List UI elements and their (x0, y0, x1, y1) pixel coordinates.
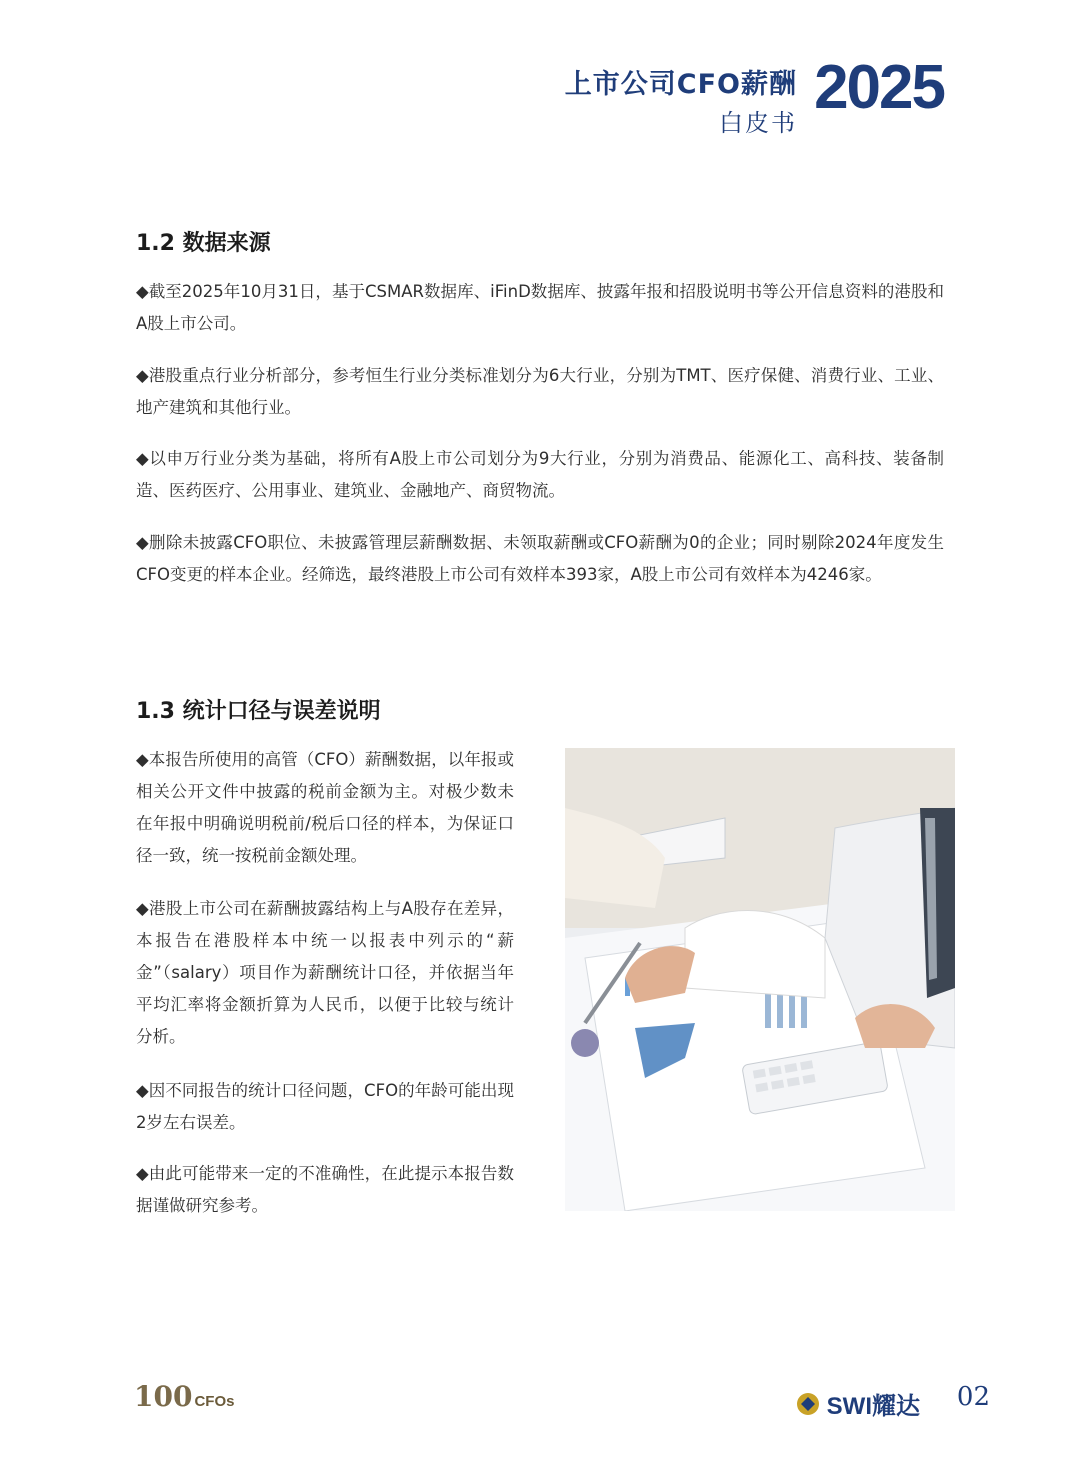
header-year: 2025 (814, 53, 944, 122)
header-title-line2: 白皮书 (719, 109, 797, 137)
logo-100-text: 100 (134, 1380, 193, 1413)
swi-emblem-icon (795, 1391, 821, 1417)
business-analysis-photo (565, 748, 955, 1211)
paragraph-statistics-1: ◆本报告所使用的高管（CFO）薪酬数据，以年报或相关公开文件中披露的税前金额为主。对极少数未在年报中明确说明税前/税后口径的样本，为保证口径一致，统一按税前金额处理。 (136, 750, 514, 865)
logo-cfos-text: CFOs (194, 1393, 235, 1410)
paragraph-data-source-4: ◆删除未披露CFO职位、未披露管理层薪酬数据、未领取薪酬或CFO薪酬为0的企业；同时剔除2024年度发生CFO变更的样本企业。经筛选，最终港股上市公司有效样本393家，A股上市公司有效样本为4246家。 (136, 533, 944, 584)
paragraph-statistics-3: ◆因不同报告的统计口径问题，CFO的年龄可能出现2岁左右误差。 (136, 1081, 514, 1132)
paragraph-statistics-4: ◆由此可能带来一定的不准确性，在此提示本报告数据谨做研究参考。 (136, 1164, 514, 1215)
logo-swi-text: SWI耀达 (826, 1393, 920, 1420)
header-title-line1: 上市公司CFO薪酬 (564, 69, 797, 100)
paragraph-data-source-2: ◆港股重点行业分析部分，参考恒生行业分类标准划分为6大行业，分别为TMT、医疗保健、消费行业、工业、地产建筑和其他行业。 (136, 366, 944, 417)
logo-100-cfos (134, 1380, 234, 1413)
section-title-statistics: 1.3 统计口径与误差说明 (136, 699, 381, 724)
logo-swi (795, 1386, 920, 1421)
paragraph-statistics-2: ◆港股上市公司在薪酬披露结构上与A股存在差异，本报告在港股样本中统一以报表中列示的“薪金”（salary）项目作为薪酬统计口径，并依据当年平均汇率将金额折算为人民币，以便于比较与统计分析。 (136, 899, 514, 1046)
page-number: 02 (956, 1382, 990, 1412)
paragraph-data-source-1: ◆截至2025年10月31日，基于CSMAR数据库、iFinD数据库、披露年报和招股说明书等公开信息资料的港股和A股上市公司。 (136, 282, 944, 333)
section-title-data-source: 1.2 数据来源 (136, 231, 271, 256)
paragraph-data-source-3: ◆以申万行业分类为基础，将所有A股上市公司划分为9大行业，分别为消费品、能源化工、高科技、装备制造、医药医疗、公用事业、建筑业、金融地产、商贸物流。 (136, 449, 944, 500)
header-title-block (565, 62, 797, 138)
